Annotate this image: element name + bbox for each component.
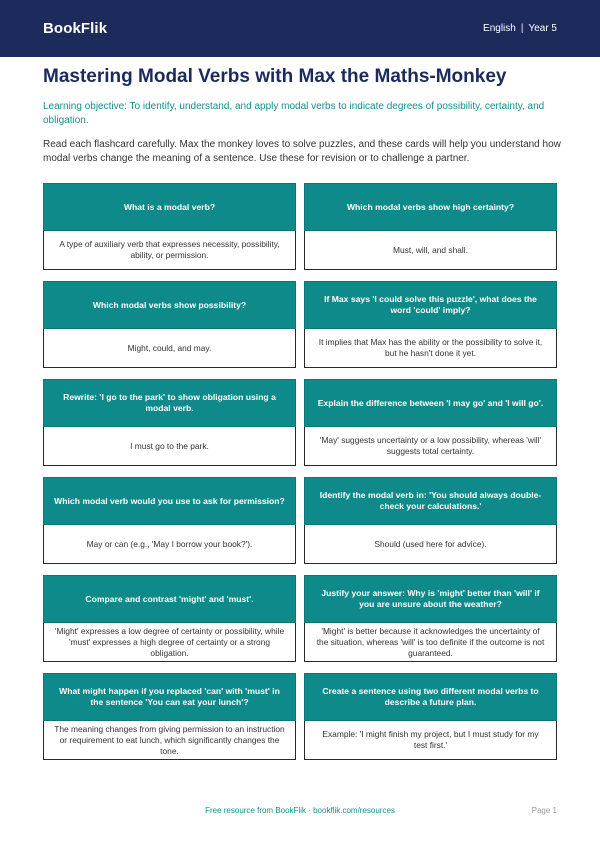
flashcard-question: Compare and contrast 'might' and 'must'. — [43, 575, 296, 623]
flashcard-answer: The meaning changes from giving permission to an instruction or requirement to eat lunch, which significantly changes the tone. — [43, 721, 296, 760]
flashcard-question: Rewrite: 'I go to the park' to show obligation using a modal verb. — [43, 379, 296, 427]
learning-objective: Learning objective: To identify, understand, and apply modal verbs to indicate degrees of possibility, certainty, and obligation. — [43, 101, 545, 126]
flashcard-question: What might happen if you replaced 'can' with 'must' in the sentence 'You can eat your lunch'? — [43, 673, 296, 721]
flashcard-question: Identify the modal verb in: 'You should always double-check your calculations.' — [304, 477, 557, 525]
top-bar — [0, 0, 600, 57]
flashcard-answer: Must, will, and shall. — [304, 231, 557, 270]
flashcard-question: Create a sentence using two different modal verbs to describe a future plan. — [304, 673, 557, 721]
flashcard-question: Which modal verbs show possibility? — [43, 281, 296, 329]
grade-label: Year 5 — [528, 23, 557, 34]
flashcard — [304, 183, 557, 270]
flashcard — [304, 281, 557, 368]
flashcard-answer: Example: 'I might finish my project, but I must study for my test first.' — [304, 721, 557, 760]
page-title: Mastering Modal Verbs with Max the Maths-Monkey — [43, 66, 507, 87]
intro-text: Read each flashcard carefully. Max the monkey loves to solve puzzles, and these cards will help you understand how modal verbs change the meaning of a sentence. Use these for revision or to challenge a partner. — [43, 139, 561, 164]
flashcard-question: Explain the difference between 'I may go' and 'I will go'. — [304, 379, 557, 427]
flashcard-answer: A type of auxiliary verb that expresses necessity, possibility, ability, or permission. — [43, 231, 296, 270]
footer-text[interactable]: Free resource from BookFlik · bookflik.com/resources — [205, 806, 395, 815]
flashcard-answer: Should (used here for advice). — [304, 525, 557, 564]
brand-logo[interactable]: BookFlik — [43, 20, 108, 37]
flashcard-answer: I must go to the park. — [43, 427, 296, 466]
flashcard — [43, 477, 296, 564]
flashcard-answer: May or can (e.g., 'May I borrow your book?'). — [43, 525, 296, 564]
flashcard — [304, 379, 557, 466]
flashcard — [43, 379, 296, 466]
flashcard-question: Which modal verb would you use to ask for permission? — [43, 477, 296, 525]
flashcard — [43, 673, 296, 760]
flashcard-question: Which modal verbs show high certainty? — [304, 183, 557, 231]
flashcard-grid — [43, 183, 557, 760]
flashcard — [43, 183, 296, 270]
flashcard — [43, 281, 296, 368]
page-number: Page 1 — [531, 806, 557, 815]
flashcard-answer: 'Might' is better because it acknowledges the uncertainty of the situation, whereas 'will' is too definite if the outcome is not guaranteed. — [304, 623, 557, 662]
flashcard — [43, 575, 296, 662]
flashcard-answer: 'May' suggests uncertainty or a low possibility, whereas 'will' suggests total certainty. — [304, 427, 557, 466]
language-label: English — [483, 23, 516, 34]
flashcard — [304, 673, 557, 760]
flashcard-answer: 'Might' expresses a low degree of certainty or possibility, while 'must' expresses a high degree of certainty or a strong obligation. — [43, 623, 296, 662]
header-meta — [483, 23, 557, 34]
flashcard-answer: It implies that Max has the ability or the possibility to solve it, but he hasn't done it yet. — [304, 329, 557, 368]
flashcard — [304, 477, 557, 564]
flashcard-question: If Max says 'I could solve this puzzle', what does the word 'could' imply? — [304, 281, 557, 329]
flashcard-question: What is a modal verb? — [43, 183, 296, 231]
flashcard-question: Justify your answer: Why is 'might' better than 'will' if you are unsure about the weather? — [304, 575, 557, 623]
flashcard — [304, 575, 557, 662]
meta-separator: | — [520, 23, 524, 34]
flashcard-answer: Might, could, and may. — [43, 329, 296, 368]
